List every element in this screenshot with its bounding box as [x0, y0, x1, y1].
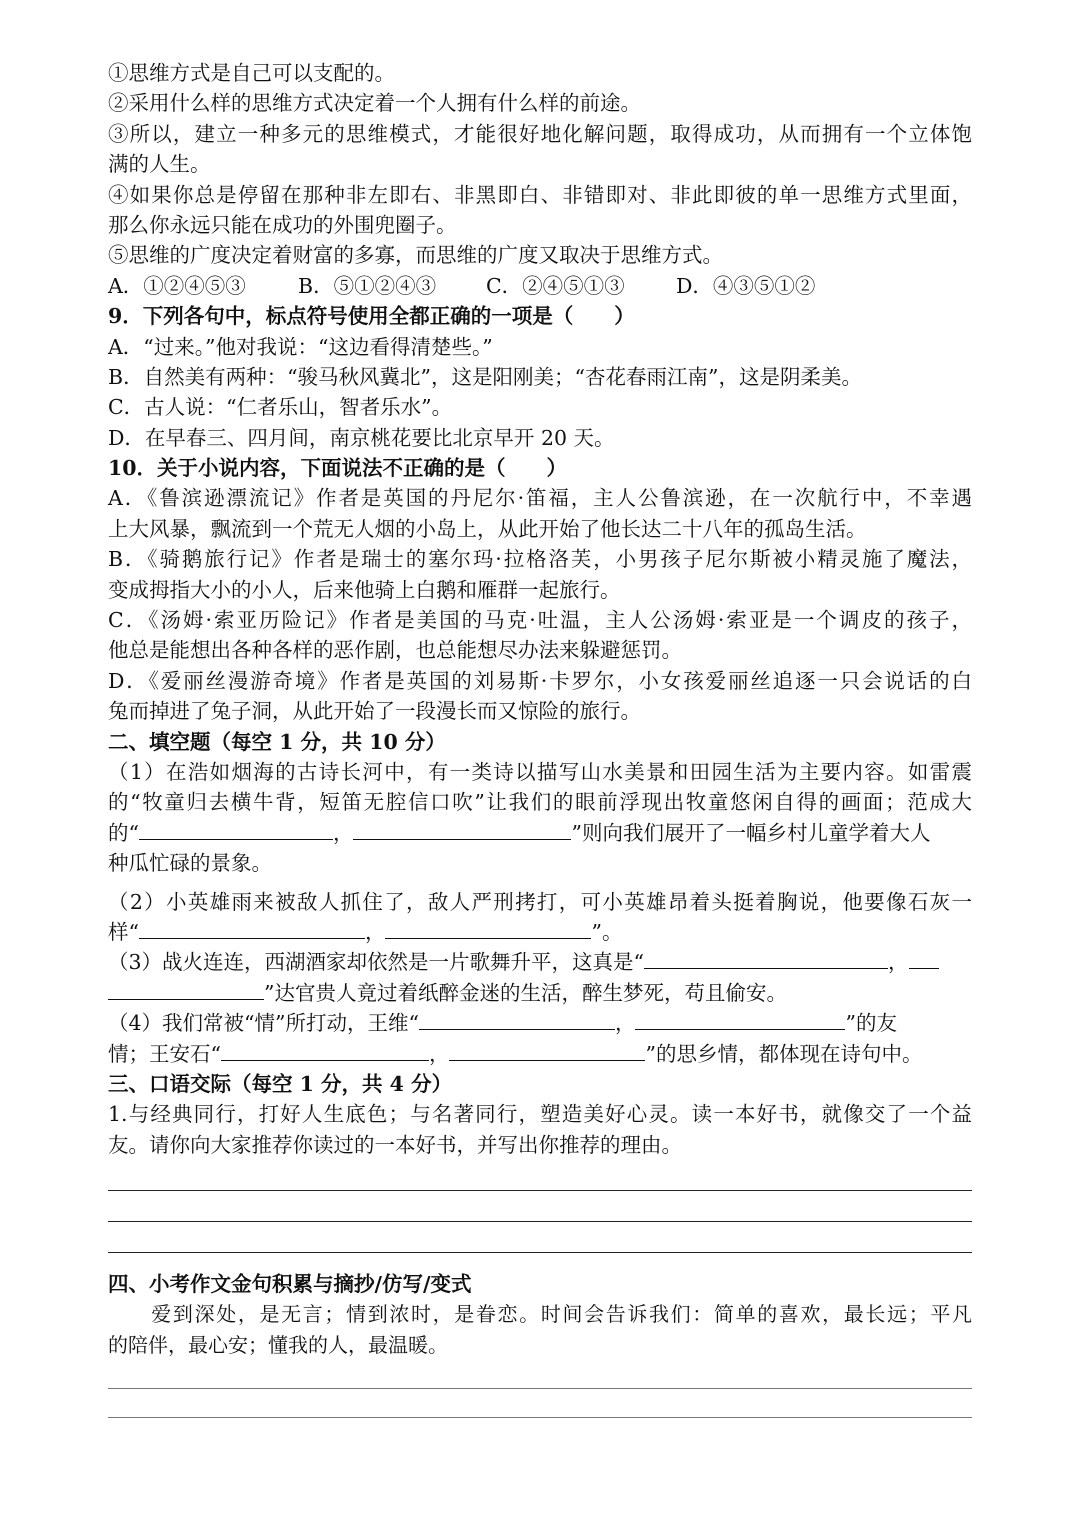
- sentence-3-line-2: 满的人生。: [108, 152, 211, 177]
- question-9-option-a[interactable]: A．“过来。”他对我说：“这边看得清楚些。”: [108, 334, 493, 359]
- question-10-option-b-line-2: 变成拇指大小的小人，后来他骑上白鹅和雁群一起旅行。: [108, 577, 621, 602]
- answer-blank[interactable]: [449, 1040, 645, 1061]
- answer-line[interactable]: [108, 1222, 972, 1253]
- oral-prompt-line-2: 友。请你向大家推荐你读过的一本好书，并写出你推荐的理由。: [108, 1132, 682, 1157]
- question-10-option-d-line-1[interactable]: D．《爱丽丝漫游奇境》作者是英国的刘易斯·卡罗尔，小女孩爱丽丝追逐一只会说话的白: [108, 668, 972, 693]
- question-10-option-c-line-1[interactable]: C．《汤姆·索亚历险记》作者是美国的马克·吐温，主人公汤姆·索亚是一个调皮的孩子，: [108, 608, 972, 633]
- answer-blank[interactable]: [139, 819, 333, 840]
- answer-blank[interactable]: [419, 1009, 615, 1030]
- essay-quote-line-2: 的陪伴，最心安；懂我的人，最温暖。: [108, 1332, 448, 1357]
- essay-quote-line-1: 爱到深处，是无言；情到浓时，是眷恋。时间会告诉我们：简单的喜欢，最长远；平凡: [108, 1302, 972, 1327]
- section-4-title: 四、小考作文金句积累与摘抄/仿写/变式: [108, 1272, 472, 1297]
- answer-blank[interactable]: [139, 918, 365, 939]
- fill-2-line-2: 样“ ， ”。: [108, 919, 623, 944]
- question-10-option-a-line-1[interactable]: A．《鲁滨逊漂流记》作者是英国的丹尼尔·笛福，主人公鲁滨逊，在一次航行中，不幸遇: [108, 486, 972, 511]
- answer-line[interactable]: [108, 1389, 972, 1418]
- question-10-option-a-line-2: 上大风暴，飘流到一个荒无人烟的小岛上，从此开始了他长达二十八年的孤岛生活。: [108, 516, 867, 541]
- option-a[interactable]: A．①②④⑤③: [108, 273, 246, 298]
- option-d[interactable]: D．④③⑤①②: [676, 273, 816, 298]
- fill-1-line-4: 种瓜忙碌的景象。: [108, 851, 272, 876]
- fill-1-line-2: 的“牧童归去横牛背，短笛无腔信口吹”让我们的眼前浮现出牧童悠闲自得的画面；范成大: [108, 790, 972, 815]
- answer-blank[interactable]: [385, 918, 591, 939]
- sentence-4-line-1: ④如果你总是停留在那种非左即右、非黑即白、非错即对、非此即彼的单一思维方式里面，: [108, 182, 972, 207]
- answer-blank[interactable]: [644, 948, 888, 969]
- answer-blank[interactable]: [221, 1040, 429, 1061]
- answer-line[interactable]: [108, 1191, 972, 1222]
- order-options: [108, 271, 972, 301]
- question-10-option-b-line-1[interactable]: B．《骑鹅旅行记》作者是瑞士的塞尔玛·拉格洛芙，小男孩子尼尔斯被小精灵施了魔法，: [108, 547, 972, 572]
- sentence-1: ①思维方式是自己可以支配的。: [108, 61, 395, 85]
- question-9-option-d[interactable]: D．在早春三、四月间，南京桃花要比北京早开 20 天。: [108, 425, 615, 450]
- question-9-option-b[interactable]: B．自然美有两种：“骏马秋风冀北”，这是阳刚美；“杏花春雨江南”，这是阴柔美。: [108, 364, 862, 389]
- question-9-title: 9．下列各句中，标点符号使用全都正确的一项是（ ）: [108, 304, 635, 329]
- fill-1-line-3: 的“ ， ”则向我们展开了一幅乡村儿童学着大人: [108, 820, 931, 845]
- fill-3-line-1: （3）战火连连，西湖酒家却依然是一片歌舞升平，这真是“ ，: [108, 947, 972, 977]
- section-2-title: 二、填空题（每空 1 分，共 10 分）: [108, 729, 446, 754]
- sentence-3-line-1: ③所以，建立一种多元的思维模式，才能很好地化解问题，取得成功，从而拥有一个立体饱: [108, 121, 972, 146]
- question-10-option-d-line-2: 兔而掉进了兔子洞，从此开始了一段漫长而又惊险的旅行。: [108, 699, 641, 724]
- question-9-option-c[interactable]: C．古人说：“仁者乐山，智者乐水”。: [108, 395, 453, 420]
- fill-2-line-1: （2）小英雄雨来被敌人抓住了，敌人严刑拷打，可小英雄昂着头挺着胸说，他要像石灰一: [108, 889, 972, 914]
- sentence-2: ②采用什么样的思维方式决定着一个人拥有什么样的前途。: [108, 91, 641, 116]
- oral-prompt-line-1: 1.与经典同行，打好人生底色；与名著同行，塑造美好心灵。读一本好书，就像交了一个益: [108, 1102, 972, 1127]
- answer-line[interactable]: [108, 1360, 972, 1389]
- answer-line[interactable]: [108, 1160, 972, 1191]
- option-b[interactable]: B．⑤①②④③: [298, 273, 437, 298]
- answer-blank[interactable]: [353, 819, 571, 840]
- sentence-5: ⑤思维的广度决定着财富的多寡，而思维的广度又取决于思维方式。: [108, 243, 723, 268]
- option-c[interactable]: C．②④⑤①③: [486, 273, 625, 298]
- answer-blank[interactable]: [909, 948, 939, 969]
- fill-4-line-2: 情；王安石“ ， ”的思乡情，都体现在诗句中。: [108, 1041, 923, 1066]
- answer-blank[interactable]: [635, 1009, 845, 1030]
- fill-1-line-1: （1）在浩如烟海的古诗长河中，有一类诗以描写山水美景和田园生活为主要内容。如雷震: [108, 759, 972, 784]
- worksheet-page: [108, 58, 972, 1418]
- fill-4-line-1: （4）我们常被“情”所打动，王维“ ， ”的友: [108, 1011, 897, 1036]
- section-3-title: 三、口语交际（每空 1 分，共 4 分）: [108, 1071, 453, 1096]
- question-10-title: 10．关于小说内容，下面说法不正确的是（ ）: [108, 456, 568, 481]
- answer-blank[interactable]: [108, 979, 264, 1000]
- sentence-4-line-2: 那么你永远只能在成功的外围兜圈子。: [108, 212, 457, 237]
- fill-3-line-2: ”达官贵人竟过着纸醉金迷的生活，醉生梦死，苟且偷安。: [108, 978, 972, 1008]
- question-10-option-c-line-2: 他总是能想出各种各样的恶作剧，也总能想尽办法来躲避惩罚。: [108, 638, 682, 663]
